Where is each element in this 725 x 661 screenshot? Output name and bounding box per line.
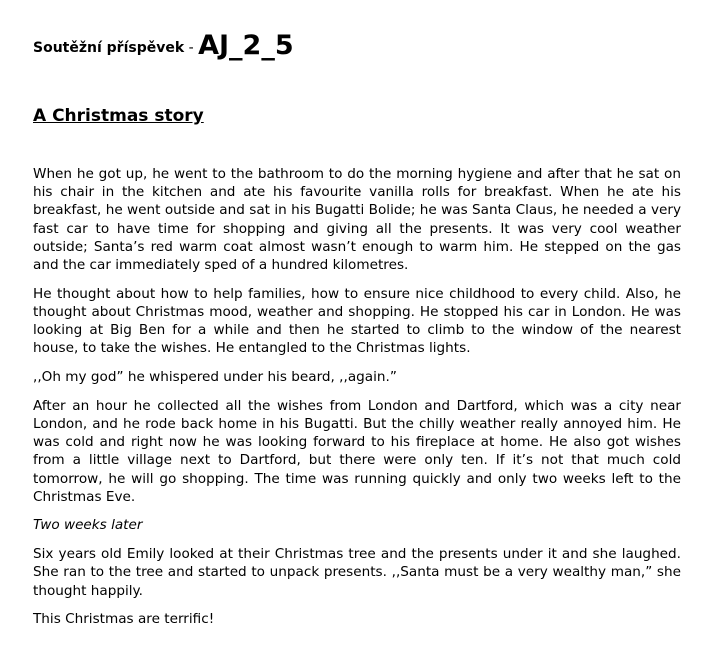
section-heading-two-weeks-later: Two weeks later — [33, 517, 143, 534]
paragraph-3-quote: ,,Oh my god” he whispered under his beard, ,,again.” — [33, 369, 397, 386]
story-title: A Christmas story — [33, 106, 204, 126]
story-body — [33, 165, 681, 639]
entry-label: Soutěžní příspěvek — [33, 40, 185, 56]
paragraph-7-closing: This Christmas are terrific! — [33, 611, 215, 628]
paragraph-2: He thought about how to help families, how to ensure nice childhood to every child. Also, he thought about Christmas mood, weather and shopping. He stopped his car in London. He was looking at Big Ben for a while and then he started to climb to the window of the nearest house, to take the wishes. He entangled to the Christmas lights. — [33, 285, 681, 357]
paragraph-6: Six years old Emily looked at their Christmas tree and the presents under it and she laughed. She ran to the tree and started to unpack presents. ,,Santa must be a very wealthy man,” she thought happily. — [33, 546, 681, 599]
entry-code: AJ_2_5 — [198, 30, 294, 61]
header-separator: - — [184, 40, 199, 56]
paragraph-1: When he got up, he went to the bathroom to do the morning hygiene and after that he sat on his chair in the kitchen and ate his favourite vanilla rolls for breakfast. When he ate his breakfast, he went outside and sat in his Bugatti Bolide; he was Santa Claus, he needed a very fast car to have time for shopping and giving all the presents. It was very cool weather outside; Santa’s red warm coat almost wasn’t enough to warm him. He stepped on the gas and the car immediately sped of a hundred kilometres. — [33, 166, 681, 274]
document-header — [33, 30, 294, 61]
paragraph-4: After an hour he collected all the wishes from London and Dartford, which was a city near London, and he rode back home in his Bugatti. But the chilly weather really annoyed him. He was cold and right now he was looking forward to his fireplace at home. He also got wishes from a little village next to Dartford, but there were only ten. If it’s not that much cold tomorrow, he will go shopping. The time was running quickly and only two weeks left to the Christmas Eve. — [33, 397, 681, 505]
